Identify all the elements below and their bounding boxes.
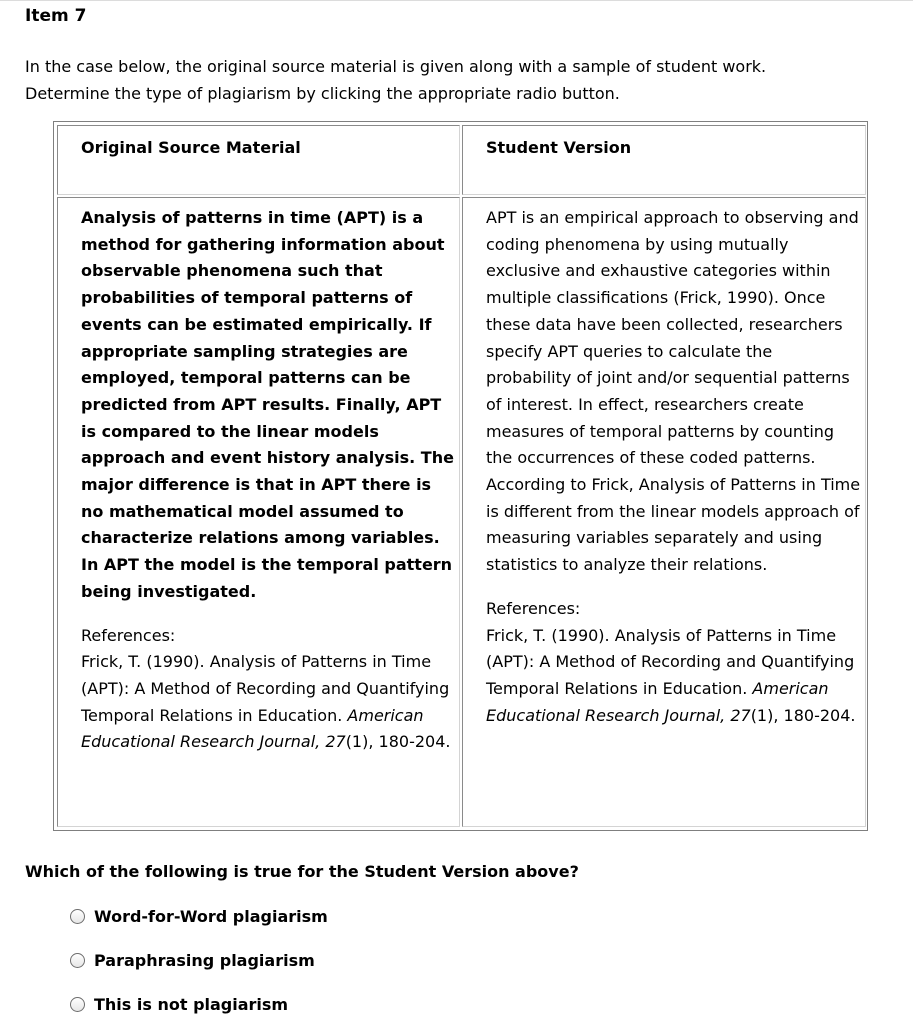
- student-citation-issue: (1), 180-204.: [750, 705, 856, 725]
- original-references: [81, 623, 456, 757]
- option-label[interactable]: Word-for-Word plagiarism: [94, 906, 328, 926]
- student-passage: APT is an empirical approach to observing and coding phenomena by using mutually exclusive and exhaustive categories within multiple classifications (Frick, 1990). Once these data have been collected, researchers specify APT queries to calculate the probability of joint and/or sequential patterns of interest. In effect, researchers create measures of temporal patterns by counting the occurrences of these coded patterns. According to Frick, Analysis of Patterns in Time is different from the linear models approach of measuring variables separately and using statistics to analyze their relations.: [486, 208, 861, 575]
- option-not-plagiarism[interactable]: [70, 993, 288, 1015]
- original-citation-issue: (1), 180-204.: [345, 732, 451, 752]
- original-citation: [81, 649, 456, 756]
- option-word-for-word[interactable]: [70, 905, 328, 927]
- original-header: Original Source Material: [81, 138, 301, 157]
- original-header-cell: [57, 125, 460, 195]
- instructions-line-1: In the case below, the original source material is given along with a sample of student work.: [25, 57, 767, 76]
- student-references: [486, 596, 861, 730]
- student-body-cell: [462, 197, 866, 827]
- original-body-cell: [57, 197, 460, 827]
- question-prompt: Which of the following is true for the Student Version above?: [25, 862, 579, 881]
- student-header-cell: [462, 125, 866, 195]
- original-content: [81, 205, 456, 756]
- original-passage: Analysis of patterns in time (APT) is a method for gathering information about observable phenomena such that probabilities of temporal patterns of events can be estimated empirically. If appropriate sampling strategies are employed, temporal patterns can be predicted from APT results. Finally, APT is compared to the linear models approach and event history analysis. The major difference is that in APT there is no mathematical model assumed to characterize relations among variables. In APT the model is the temporal pattern being investigated.: [81, 208, 454, 601]
- original-references-label: References:: [81, 625, 176, 645]
- instructions: [25, 54, 885, 107]
- student-references-label: References:: [486, 598, 581, 618]
- student-citation-main: Frick, T. (1990). Analysis of Patterns in Time (APT): A Method of Recording and Quantifying Temporal Relations in Education.: [486, 625, 855, 698]
- option-paraphrasing[interactable]: [70, 949, 315, 971]
- item-title: Item 7: [25, 6, 87, 26]
- original-citation-main: Frick, T. (1990). Analysis of Patterns in Time (APT): A Method of Recording and Quantifying Temporal Relations in Education.: [81, 652, 450, 725]
- radio-button-paraphrasing[interactable]: [70, 953, 85, 968]
- instructions-line-2: Determine the type of plagiarism by clicking the appropriate radio button.: [25, 83, 620, 103]
- top-divider: [0, 0, 913, 1]
- student-citation: [486, 623, 861, 730]
- student-header: Student Version: [486, 138, 632, 157]
- student-citation-journal: American Educational Research Journal, 27: [486, 678, 829, 725]
- radio-button-not-plagiarism[interactable]: [70, 997, 85, 1012]
- student-content: [486, 205, 861, 729]
- option-label[interactable]: Paraphrasing plagiarism: [94, 950, 315, 970]
- comparison-table: [53, 121, 868, 831]
- option-label[interactable]: This is not plagiarism: [94, 994, 289, 1014]
- radio-button-word-for-word[interactable]: [70, 909, 85, 924]
- original-citation-journal: American Educational Research Journal, 27: [81, 705, 424, 752]
